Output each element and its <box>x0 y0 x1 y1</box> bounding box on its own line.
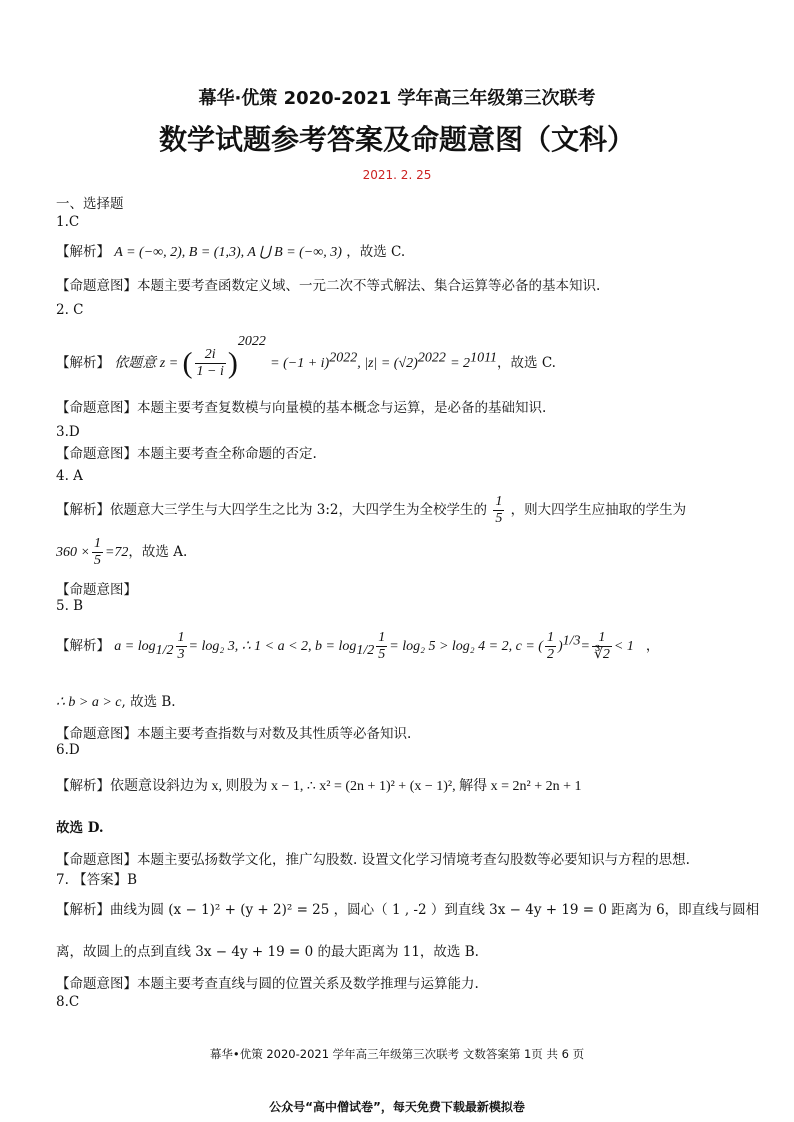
section-title: 一、选择题 <box>56 196 124 212</box>
q5-p5: < 1 <box>613 639 634 655</box>
q4-fraction <box>493 494 504 527</box>
q5-analysis-tag: 【解析】 <box>56 638 110 655</box>
q5-frac2-num: 1 <box>376 630 387 647</box>
q5-intent <box>56 722 411 742</box>
q4-line2-num: 1 <box>92 536 103 553</box>
q3-intent-tag: 【命题意图】 <box>56 446 137 462</box>
q5-frac3-num: 1 <box>545 630 556 647</box>
q5-frac1 <box>176 630 187 663</box>
q2-intent <box>56 396 546 416</box>
q4-analysis-tag: 【解析】 <box>56 502 110 519</box>
q5-p1-sub: 1/2 <box>155 642 174 658</box>
q7-analysis-line1: 曲线为圆 (x − 1)² + (y + 2)² = 25 ，圆心（ 1 , -2 ）到直线 3x − 4y + 19 = 0 距离为 6，即直线与圆相 <box>110 902 760 918</box>
q5-intent-tag: 【命题意图】 <box>56 726 137 742</box>
q3-intent <box>56 442 317 462</box>
q5-frac1-den: 3 <box>177 647 185 663</box>
q5-frac1-num: 1 <box>176 630 187 647</box>
q7-analysis-tag: 【解析】 <box>56 902 110 918</box>
q3-number: 3.D <box>56 424 80 440</box>
q7-intent <box>56 972 479 992</box>
q2-fraction <box>195 347 226 380</box>
q5-p1: a = log <box>114 639 156 655</box>
q5-frac3 <box>545 630 556 663</box>
q2-analysis <box>56 334 556 381</box>
exam-title: 幕华·优策 2020-2021 学年高三年级第三次联考 <box>198 88 596 109</box>
q2-paren-open: ( <box>182 346 193 380</box>
q2-rest2: , |z| = (√2) <box>357 356 418 371</box>
q4-line2-fraction <box>92 536 103 569</box>
q6-intent-text: 本题主要弘扬数学文化，推广勾股数. 设置文化学习情境考查勾股数等必要知识与方程的思想. <box>137 852 690 868</box>
q5-frac2 <box>376 630 387 663</box>
q1-intent-text: 本题主要考查函数定义域、一元二次不等式解法、集合运算等必备的基本知识. <box>137 278 601 294</box>
q2-lead: 依题意 z = <box>114 356 179 371</box>
q2-intent-tag: 【命题意图】 <box>56 400 137 416</box>
q4-analysis-line2 <box>56 536 187 569</box>
q5-analysis-line2 <box>56 690 176 711</box>
q4-analysis-tail: ，则大四学生应抽取的学生为 <box>510 502 687 519</box>
q4-number: 4. A <box>56 468 83 484</box>
q5-line2: ∴ b > a > c <box>56 695 122 710</box>
q2-exp3: 2022 <box>417 350 446 366</box>
q3-intent-text: 本题主要考查全称命题的否定. <box>137 446 317 462</box>
q6-number: 6.D <box>56 742 80 758</box>
q6-analysis-text: 依题意设斜边为 x, 则股为 x − 1, ∴ x² = (2n + 1)² + (x − 1)², 解得 x = 2n² + 2n + 1 <box>110 779 582 794</box>
q5-frac4 <box>592 630 612 663</box>
q7-analysis-line2: 离，故圆上的点到直线 3x − 4y + 19 = 0 的最大距离为 11，故选 B. <box>56 944 479 960</box>
q5-p4: = <box>580 639 590 655</box>
q5-number: 5. B <box>56 598 84 614</box>
q6-analysis <box>56 774 582 795</box>
q4-frac-den: 5 <box>495 511 503 527</box>
q5-frac3-den: 2 <box>546 647 554 663</box>
q4-line2-den: 5 <box>93 553 101 569</box>
q2-frac-num: 2i <box>195 347 226 364</box>
q2-analysis-tag: 【解析】 <box>56 355 110 371</box>
document-date: 2021. 2. 25 <box>362 168 432 182</box>
q7-analysis <box>56 898 759 918</box>
q7-intent-text: 本题主要考查直线与圆的位置关系及数学推理与运算能力. <box>137 976 479 992</box>
q5-p3-exp: 1/3 <box>562 633 581 649</box>
q5-p2: = log₂ 3, ∴ 1 < a < 2, b = log <box>188 639 357 655</box>
q2-intent-text: 本题主要考查复数模与向量模的基本概念与运算，是必备的基础知识. <box>137 400 547 416</box>
q2-paren-close: ) <box>227 346 238 380</box>
q5-paren-close: ) <box>557 639 563 655</box>
q1-number: 1.C <box>56 214 80 230</box>
q1-analysis <box>56 240 405 261</box>
q1-analysis-math: A = (−∞, 2), B = (1,3), A ⋃ B = (−∞, 3) <box>114 245 342 260</box>
q6-intent-tag: 【命题意图】 <box>56 852 137 868</box>
q2-rest3: = 2 <box>450 356 471 371</box>
q1-intent <box>56 274 600 294</box>
q5-p2-sub: 1/2 <box>356 642 375 658</box>
q6-analysis-tag: 【解析】 <box>56 778 110 794</box>
q2-tail: ，故选 C. <box>497 355 556 371</box>
q4-line2-lead: 360 × <box>56 545 90 561</box>
q4-analysis <box>56 494 686 527</box>
q2-exp: 2022 <box>237 334 266 349</box>
q7-intent-tag: 【命题意图】 <box>56 976 137 992</box>
q5-frac2-den: 5 <box>378 647 386 663</box>
q5-intent-text: 本题主要考查指数与对数及其性质等必备知识. <box>137 726 412 742</box>
q4-line2-tail: ，故选 A. <box>128 544 188 561</box>
q4-frac-num: 1 <box>493 494 504 511</box>
q5-frac4-den: ∛2 <box>593 647 610 663</box>
footer-notice: 公众号“高中僧试卷”，每天免费下载最新模拟卷 <box>269 1100 525 1114</box>
q2-exp2: 2022 <box>329 350 358 366</box>
q8-number: 8.C <box>56 994 80 1010</box>
q5-p6: ， <box>645 638 660 655</box>
q7-number: 7. 【答案】B <box>56 872 138 888</box>
q4-intent-tag: 【命题意图】 <box>56 582 137 598</box>
document-title: 数学试题参考答案及命题意图（文科） <box>158 123 635 156</box>
q1-intent-tag: 【命题意图】 <box>56 278 137 294</box>
q5-line2-tail: , 故选 B. <box>121 694 176 710</box>
q6-line2: 故选 D. <box>56 820 104 836</box>
q2-frac-den: 1 − i <box>196 364 224 379</box>
q4-analysis-text: 依题意大三学生与大四学生之比为 3:2，大四学生为全校学生的 <box>110 502 488 519</box>
q2-number: 2. C <box>56 302 84 318</box>
q6-intent <box>56 848 690 868</box>
q4-intent <box>56 578 137 598</box>
q1-analysis-tag: 【解析】 <box>56 244 110 260</box>
q5-frac4-num: 1 <box>592 630 612 647</box>
q5-p3: = log₂ 5 > log₂ 4 = 2, c = ( <box>389 639 543 655</box>
q2-rest1: = (−1 + i) <box>270 356 330 371</box>
q4-line2-rest: =72 <box>104 545 129 561</box>
page-footer: 幕华•优策 2020-2021 学年高三年级第三次联考 文数答案第 1页 共 6 页 <box>209 1047 585 1061</box>
q2-exp4: 1011 <box>470 350 498 366</box>
q1-analysis-tail: ，故选 C. <box>346 244 406 260</box>
q5-analysis <box>56 630 659 663</box>
